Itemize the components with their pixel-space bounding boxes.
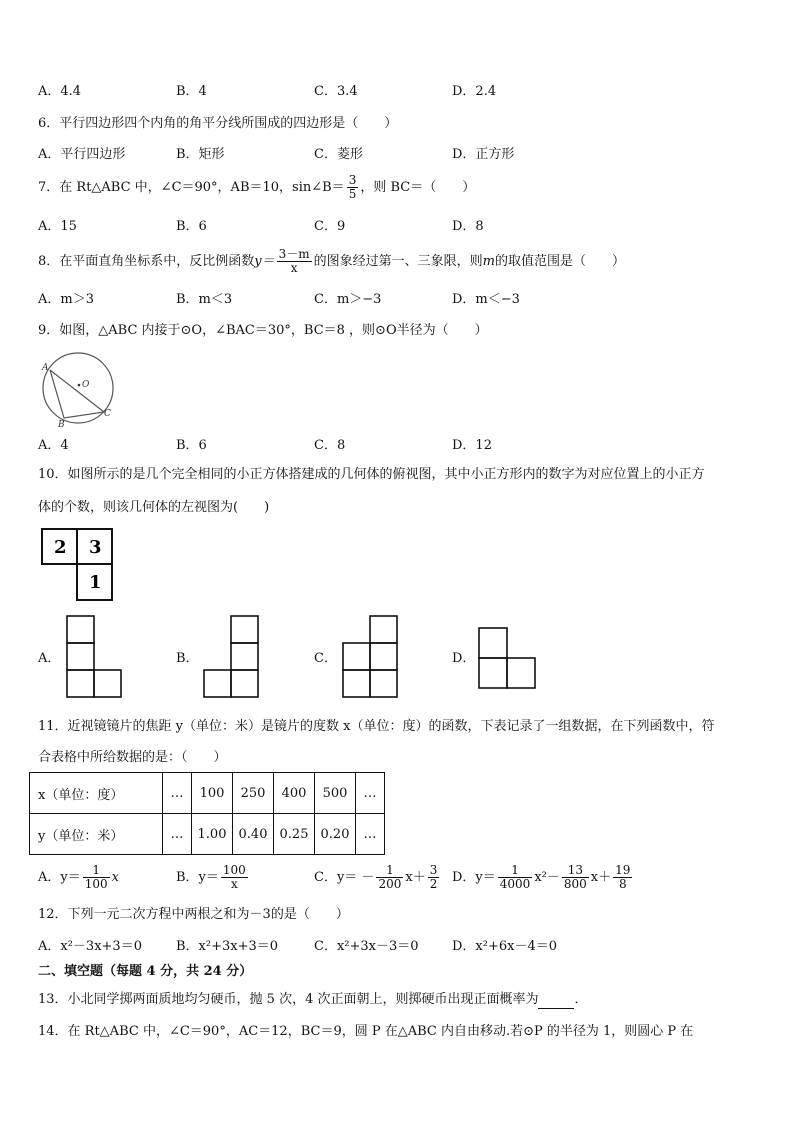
q7-option-d: D．8 [452, 219, 484, 234]
q5-option-b: B．4 [176, 84, 207, 99]
table-row [30, 773, 385, 814]
q9-option-b: B．6 [176, 438, 207, 453]
q8-func-lhs: y＝ [254, 254, 275, 269]
table-cell: … [356, 814, 385, 855]
q8-suffix: 的图象经过第一、三象限，则 [313, 254, 483, 269]
q11-c-num2: 3 [429, 863, 438, 877]
q7-option-b: B．6 [176, 219, 207, 234]
q12-text: 12．下列一元二次方程中两根之和为－3的是（ ） [38, 907, 349, 922]
table-cell: 500 [315, 773, 356, 814]
q11-a-num: 1 [92, 863, 100, 877]
q11-d-den2: 800 [563, 877, 587, 891]
q11-option-b [176, 864, 250, 891]
section-heading-fill-blank: 二、填空题（每题 4 分，共 24 分） [38, 964, 253, 979]
q11-c-fraction-2 [428, 864, 440, 891]
q10-option-b-figure [203, 615, 259, 699]
table-cell: 400 [274, 773, 315, 814]
q11-d-num: 1 [511, 863, 519, 877]
q11-option-d [452, 864, 634, 891]
q8-frac-den: x [277, 261, 312, 275]
q12-option-d: D．x²+6x－4＝0 [452, 939, 558, 954]
grid-cell-3: 3 [89, 537, 102, 558]
q5-option-d: D．2.4 [452, 84, 497, 99]
table-cell: 1.00 [192, 814, 233, 855]
q11-a-label: A．y＝ [38, 870, 81, 885]
q9-label-a: A [42, 363, 49, 373]
q9-triangle [50, 370, 104, 418]
q7-frac-num: 3 [348, 173, 357, 187]
q11-data-table [29, 772, 385, 855]
q10-option-a-figure [66, 615, 122, 699]
q13-answer-blank[interactable] [538, 996, 574, 1009]
q7-frac-den: 5 [348, 187, 357, 201]
q6-option-c: C．菱形 [314, 147, 363, 162]
q8-fraction [277, 248, 312, 275]
grid-cell-1: 1 [89, 572, 102, 593]
q11-d-mid2: x＋ [590, 870, 612, 885]
q14-text: 14．在 Rt△ABC 中，∠C＝90°，AC＝12，BC＝9，圆 P 在△ABC 内自由移动.若⊙P 的半径为 1，则圆心 P 在 [38, 1024, 694, 1039]
q7-text [38, 174, 475, 201]
q8-suffix2: 的取值范围是（ ） [495, 254, 626, 269]
q7-prefix: 7．在 Rt△ABC 中，∠C＝90°，AB＝10，sin∠B＝ [38, 180, 345, 195]
q13-text [38, 991, 588, 1009]
q11-a-den: 100 [84, 877, 108, 891]
q11-option-a [38, 864, 119, 891]
q13-body: 13．小北同学掷两面质地均匀硬币，抛 5 次，4 次正面朝上，则掷硬币出现正面概率为 [38, 992, 539, 1007]
q11-c-mid: x＋ [405, 870, 426, 885]
q9-label-b: B [58, 420, 65, 430]
q7-option-a: A．15 [38, 219, 77, 234]
q10-line1: 10．如图所示的是几个完全相同的小正方体搭建成的几何体的俯视图，其中小正方形内的数字为对应位置上的小正方 [38, 467, 705, 482]
q9-label-o: O [82, 380, 90, 390]
table-cell: 250 [233, 773, 274, 814]
q11-d-fraction-2 [562, 864, 589, 891]
q13-end: ． [574, 992, 588, 1007]
q11-line1: 11．近视镜镜片的焦距 y（单位：米）是镜片的度数 x（单位：度）的函数，下表记录了一组数据，在下列函数中，符 [38, 719, 715, 734]
q8-frac-num: 3－m [278, 247, 310, 261]
grid-cell-2: 2 [54, 537, 67, 558]
q8-prefix: 8．在平面直角坐标系中，反比例函数 [38, 254, 255, 269]
q5-option-c: C．3.4 [314, 84, 358, 99]
q11-option-c [314, 864, 441, 891]
q9-option-d: D．12 [452, 438, 492, 453]
q10-option-c-figure [342, 615, 398, 699]
q11-d-mid: x²－ [534, 870, 560, 885]
table-cell: 0.40 [233, 814, 274, 855]
q11-b-den: x [221, 877, 248, 891]
table-cell: … [356, 773, 385, 814]
q8-option-d: D．m＜−3 [452, 292, 520, 307]
q6-text: 6．平行四边形四个内角的角平分线所围成的四边形是（ ） [38, 116, 398, 131]
q11-c-num: 1 [386, 863, 394, 877]
q9-option-a: A．4 [38, 438, 69, 453]
q9-text: 9．如图，△ABC 内接于⊙O，∠BAC＝30°，BC＝8 ，则⊙O半径为（ ） [38, 323, 488, 338]
q7-fraction [347, 174, 359, 201]
q6-option-d: D．正方形 [452, 147, 515, 162]
q11-b-num: 100 [222, 863, 246, 877]
q11-c-label: C．y＝ － [314, 870, 375, 885]
table-header-y: y（单位：米） [30, 814, 163, 855]
q8-var-m: m [482, 254, 495, 269]
q8-text [38, 248, 625, 275]
q11-d-fraction-1 [498, 864, 533, 891]
q11-b-label: B．y＝ [176, 870, 219, 885]
q9-label-c: C [104, 409, 111, 419]
q10-line2: 体的个数，则该几何体的左视图为( ) [38, 500, 270, 515]
q10-option-d-figure [478, 627, 536, 689]
q11-c-fraction-1 [376, 864, 403, 891]
q5-option-a: A．4.4 [38, 84, 82, 99]
q6-option-a: A．平行四边形 [38, 147, 126, 162]
q11-d-den: 4000 [499, 877, 531, 891]
table-cell: … [163, 773, 192, 814]
q10-option-d-label: D． [452, 651, 476, 666]
q12-option-b: B．x²+3x+3＝0 [176, 939, 279, 954]
q11-c-den: 200 [378, 877, 402, 891]
q10-top-view-grid [41, 528, 113, 602]
q11-c-den2: 2 [429, 877, 438, 891]
q11-d-fraction-3 [613, 864, 632, 891]
q12-option-c: C．x²+3x－3＝0 [314, 939, 419, 954]
q8-option-c: C．m＞−3 [314, 292, 382, 307]
q11-d-den3: 8 [613, 877, 632, 891]
q9-circle-figure [38, 350, 118, 430]
q10-option-c-label: C． [314, 651, 337, 666]
q9-option-c: C．8 [314, 438, 346, 453]
table-header-x: x（单位：度） [30, 773, 163, 814]
q11-a-tail: x [111, 870, 119, 885]
q8-option-a: A．m＞3 [38, 292, 94, 307]
q12-option-a: A．x²－3x+3＝0 [38, 939, 142, 954]
q11-d-num2: 13 [567, 863, 583, 877]
q10-option-b-label: B． [176, 651, 199, 666]
q11-b-fraction [221, 864, 248, 891]
q11-d-label: D．y＝ [452, 870, 496, 885]
table-cell: 0.25 [274, 814, 315, 855]
q11-a-fraction [83, 864, 110, 891]
q8-option-b: B．m＜3 [176, 292, 233, 307]
table-row [30, 814, 385, 855]
table-cell: 0.20 [315, 814, 356, 855]
table-cell: 100 [192, 773, 233, 814]
q11-line2: 合表格中所给数据的是：（ ） [38, 750, 227, 765]
q11-d-num3: 19 [615, 863, 631, 877]
q6-option-b: B．矩形 [176, 147, 225, 162]
q7-option-c: C．9 [314, 219, 346, 234]
q7-suffix: ，则 BC＝（ ） [360, 180, 476, 195]
table-cell: … [163, 814, 192, 855]
q10-option-a-label: A． [38, 651, 61, 666]
